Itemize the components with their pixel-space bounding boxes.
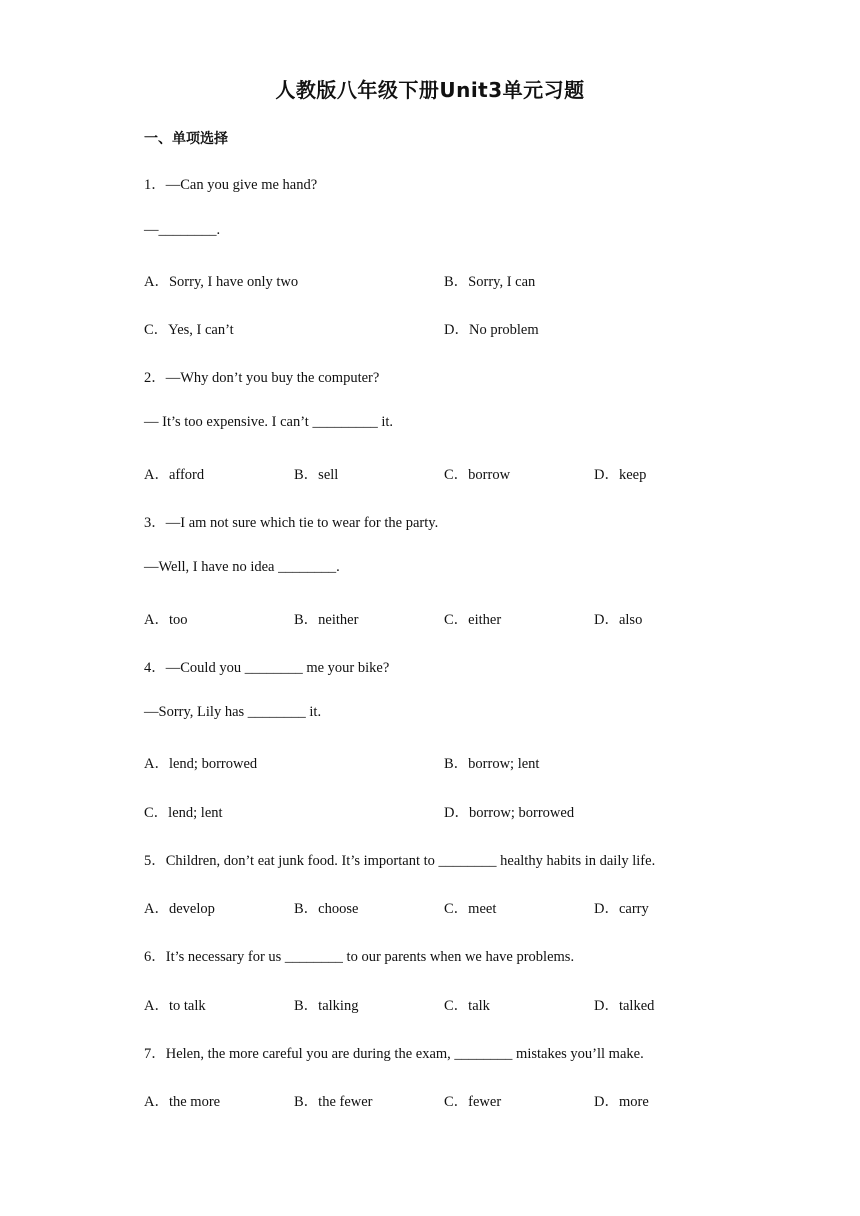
question-4-option-b[interactable]: B．borrow; lent	[444, 756, 540, 772]
question-6-option-d[interactable]: D．talked	[594, 998, 655, 1014]
question-5-option-c[interactable]: C．meet	[444, 901, 497, 917]
question-5-option-d[interactable]: D．carry	[594, 901, 649, 917]
question-4-option-c[interactable]: C．lend; lent	[144, 805, 223, 821]
question-7-stem: 7．Helen, the more careful you are during the exam, ________ mistakes you’ll make.	[144, 1046, 644, 1062]
question-3-stem: 3．—I am not sure which tie to wear for the party.	[144, 515, 439, 531]
question-1-option-a[interactable]: A．Sorry, I have only two	[144, 274, 299, 290]
question-2-option-d[interactable]: D．keep	[594, 467, 647, 483]
question-4-response: —Sorry, Lily has ________ it.	[144, 704, 322, 720]
question-2-stem: 2．—Why don’t you buy the computer?	[144, 370, 380, 386]
question-2-option-a[interactable]: A．afford	[144, 467, 205, 483]
question-2-response: — It’s too expensive. I can’t _________ it.	[144, 414, 394, 430]
question-2-option-c[interactable]: C．borrow	[444, 467, 511, 483]
question-5-option-a[interactable]: A．develop	[144, 901, 215, 917]
question-7-option-b[interactable]: B．the fewer	[294, 1094, 373, 1110]
question-4-stem: 4．—Could you ________ me your bike?	[144, 660, 390, 676]
question-3-option-d[interactable]: D．also	[594, 612, 643, 628]
question-3-response: —Well, I have no idea ________.	[144, 559, 340, 575]
question-3-option-b[interactable]: B．neither	[294, 612, 359, 628]
question-6-option-a[interactable]: A．to talk	[144, 998, 206, 1014]
question-1-option-d[interactable]: D．No problem	[444, 322, 539, 338]
question-5-option-b[interactable]: B．choose	[294, 901, 359, 917]
question-7-option-d[interactable]: D．more	[594, 1094, 649, 1110]
question-6-option-b[interactable]: B．talking	[294, 998, 359, 1014]
question-1-option-c[interactable]: C．Yes, I can’t	[144, 322, 234, 338]
question-4-option-d[interactable]: D．borrow; borrowed	[444, 805, 575, 821]
question-7-option-a[interactable]: A．the more	[144, 1094, 221, 1110]
question-1-option-b[interactable]: B．Sorry, I can	[444, 274, 536, 290]
question-5-stem: 5．Children, don’t eat junk food. It’s important to ________ healthy habits in daily life.	[144, 853, 656, 869]
question-2-option-b[interactable]: B．sell	[294, 467, 339, 483]
document-title: 人教版八年级下册Unit3单元习题	[275, 78, 585, 102]
question-7-option-c[interactable]: C．fewer	[444, 1094, 502, 1110]
question-6-stem: 6．It’s necessary for us ________ to our parents when we have problems.	[144, 949, 575, 965]
section-heading: 一、单项选择	[144, 131, 228, 147]
question-4-option-a[interactable]: A．lend; borrowed	[144, 756, 258, 772]
question-6-option-c[interactable]: C．talk	[444, 998, 490, 1014]
question-3-option-c[interactable]: C．either	[444, 612, 502, 628]
question-1-response: —________.	[144, 222, 221, 238]
question-1-stem: 1．—Can you give me hand?	[144, 177, 318, 193]
question-3-option-a[interactable]: A．too	[144, 612, 188, 628]
